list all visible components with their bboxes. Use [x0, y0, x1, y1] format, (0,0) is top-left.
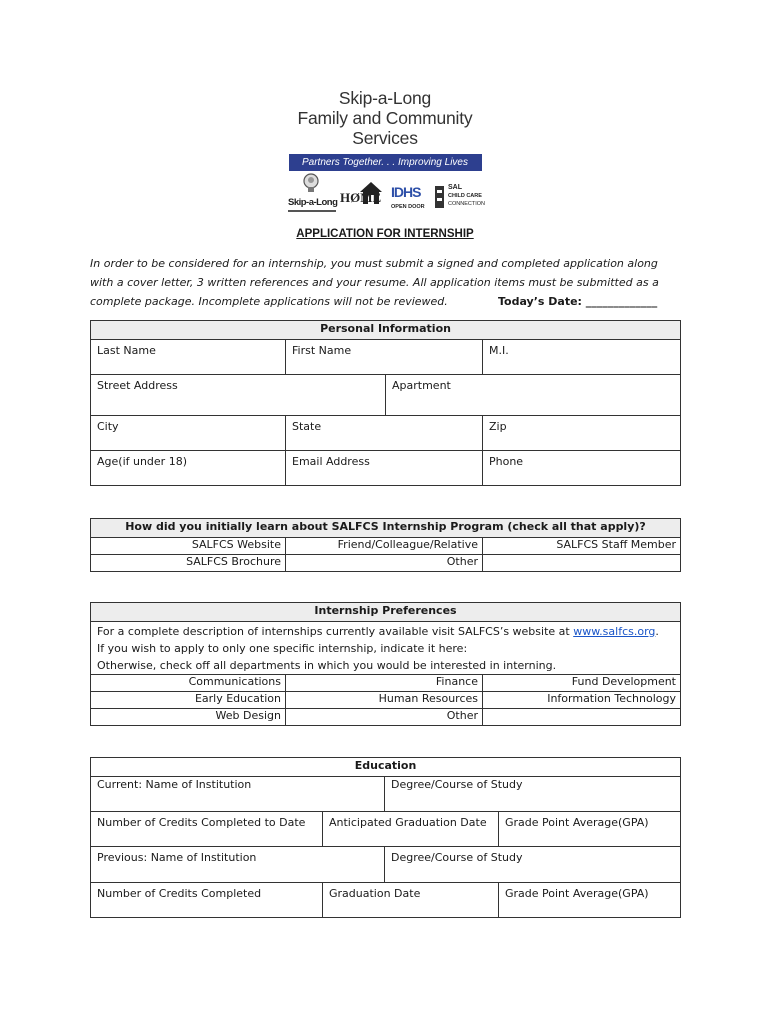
skip-a-long-logo-text: Skip-a-Long — [288, 197, 338, 208]
skip-a-long-logo — [288, 172, 336, 216]
partner-logos — [288, 172, 484, 216]
preferences-line-1 — [97, 623, 674, 640]
zip-field[interactable]: Zip — [483, 416, 681, 451]
page-title: APPLICATION FOR INTERNSHIP — [296, 228, 474, 240]
option-salfcs-brochure[interactable]: SALFCS Brochure — [91, 555, 286, 572]
preferences-line-2[interactable]: If you wish to apply to only one specific internship, indicate it here: — [97, 642, 468, 655]
preferences-line-3: Otherwise, check off all departments in which you would be interested in interning. — [97, 659, 557, 672]
lightbulb-icon — [300, 172, 322, 196]
preferences-line-1-suffix: . — [655, 625, 659, 638]
intro-paragraph — [90, 254, 690, 311]
education-heading: Education — [91, 758, 681, 777]
org-name-line-3: Services — [352, 128, 418, 148]
intro-line-3: complete package. Incomplete applications will not be reviewed. — [90, 295, 448, 308]
idhs-logo-subtext: OPEN DOOR — [391, 204, 425, 210]
tagline-banner: Partners Together. . . Improving Lives — [289, 154, 482, 171]
org-name-line-1: Skip-a-Long — [338, 88, 432, 108]
home-logo — [340, 180, 386, 216]
option-other-source[interactable]: Other — [286, 555, 483, 572]
preferences-line-1-text: For a complete description of internships currently available visit SALFCS’s website at — [97, 625, 574, 638]
apartment-field[interactable]: Apartment — [386, 375, 681, 416]
referral-source-table — [90, 518, 681, 572]
graduation-date-field[interactable]: Graduation Date — [323, 883, 499, 918]
dept-fund-development[interactable]: Fund Development — [483, 675, 681, 692]
sal-mark-icon — [434, 186, 446, 210]
idhs-logo — [391, 184, 429, 214]
state-field[interactable]: State — [286, 416, 483, 451]
last-name-field[interactable]: Last Name — [91, 340, 286, 375]
personal-information-table — [90, 320, 681, 486]
todays-date-field[interactable]: Today’s Date: _____________ — [498, 295, 658, 308]
dept-finance[interactable]: Finance — [286, 675, 483, 692]
education-table — [90, 757, 681, 918]
dept-information-technology[interactable]: Information Technology — [483, 692, 681, 709]
intro-line-1: In order to be considered for an internship, you must submit a signed and completed application along — [90, 257, 658, 270]
email-address-field[interactable]: Email Address — [286, 451, 483, 486]
anticipated-graduation-field[interactable]: Anticipated Graduation Date — [323, 812, 499, 847]
dept-communications[interactable]: Communications — [91, 675, 286, 692]
dept-early-education[interactable]: Early Education — [91, 692, 286, 709]
sal-logo-subtext-2: CONNECTION — [448, 201, 485, 207]
previous-degree-field[interactable]: Degree/Course of Study — [385, 847, 681, 883]
city-field[interactable]: City — [91, 416, 286, 451]
current-gpa-field[interactable]: Grade Point Average(GPA) — [499, 812, 681, 847]
preferences-instructions — [91, 622, 681, 675]
street-address-field[interactable]: Street Address — [91, 375, 386, 416]
referral-source-heading: How did you initially learn about SALFCS Internship Program (check all that apply)? — [91, 519, 681, 538]
dept-blank[interactable] — [483, 709, 681, 726]
dept-other[interactable]: Other — [286, 709, 483, 726]
home-logo-text: HØME — [340, 190, 382, 205]
dept-human-resources[interactable]: Human Resources — [286, 692, 483, 709]
option-friend-colleague-relative[interactable]: Friend/Colleague/Relative — [286, 538, 483, 555]
phone-field[interactable]: Phone — [483, 451, 681, 486]
middle-initial-field[interactable]: M.I. — [483, 340, 681, 375]
previous-gpa-field[interactable]: Grade Point Average(GPA) — [499, 883, 681, 918]
idhs-logo-text: IDHS — [391, 184, 421, 200]
salfcs-website-link[interactable]: www.salfcs.org — [573, 625, 656, 638]
org-name-line-2: Family and Community — [297, 108, 473, 128]
age-field[interactable]: Age(if under 18) — [91, 451, 286, 486]
previous-institution-field[interactable]: Previous: Name of Institution — [91, 847, 385, 883]
intro-line-2: with a cover letter, 3 written references and your resume. All application items must be submitted as a — [90, 276, 659, 289]
sal-logo — [434, 184, 484, 214]
credits-completed-field[interactable]: Number of Credits Completed — [91, 883, 323, 918]
first-name-field[interactable]: First Name — [286, 340, 483, 375]
internship-preferences-table — [90, 602, 681, 726]
dept-web-design[interactable]: Web Design — [91, 709, 286, 726]
current-institution-field[interactable]: Current: Name of Institution — [91, 777, 385, 812]
credits-to-date-field[interactable]: Number of Credits Completed to Date — [91, 812, 323, 847]
option-salfcs-website[interactable]: SALFCS Website — [91, 538, 286, 555]
sal-logo-subtext-1: CHILD CARE — [448, 193, 482, 199]
personal-information-heading: Personal Information — [91, 321, 681, 340]
option-salfcs-staff-member[interactable]: SALFCS Staff Member — [483, 538, 681, 555]
current-degree-field[interactable]: Degree/Course of Study — [385, 777, 681, 812]
sal-logo-text: SAL — [448, 184, 462, 191]
letterhead — [0, 88, 770, 171]
option-blank[interactable] — [483, 555, 681, 572]
internship-preferences-heading: Internship Preferences — [91, 603, 681, 622]
